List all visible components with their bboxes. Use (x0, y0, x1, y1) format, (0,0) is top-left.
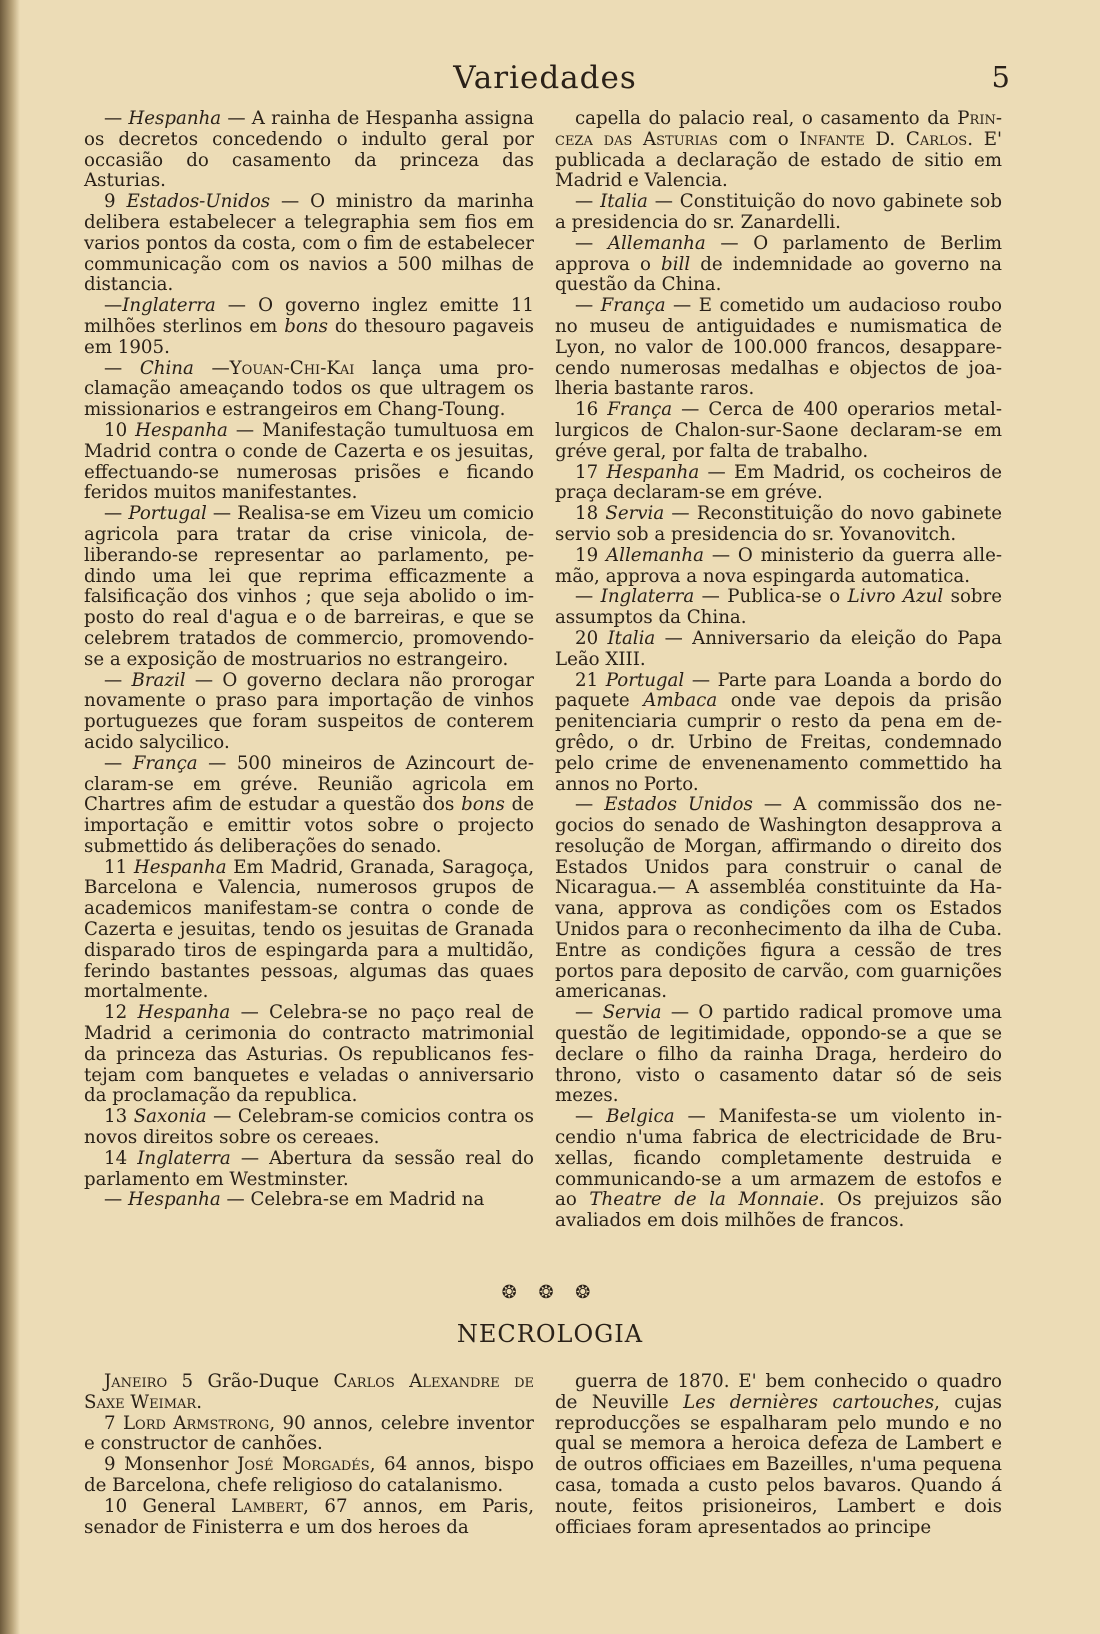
paragraph: — Italia — Constituição do novo gabinete sob a presidencia do sr. Zanardelli. (555, 191, 1002, 233)
running-title: Variedades (453, 60, 637, 96)
small-caps-name: Princeza das Asturias (555, 108, 1002, 150)
italic-term: Inglaterra (122, 295, 216, 317)
paragraph: 9 Estados-Unidos — O ministro da marinha delibera estabelecer a telegraphia sem fios em varios pontos da costa, com o fim de estabelecer communicação com os navios a 500 milhas de distancia. (84, 191, 534, 296)
paragraph: — Brazil — O governo declara não prorogar novamente o praso para importação de vinhos portuguezes que foram suspeitos de conterem acido salycilico. (84, 669, 534, 753)
paragraph: — Inglaterra — Publica-se o Livro Azul sobre assumptos da China. (555, 586, 1002, 629)
paragraph: — Allemanha — O parlamento de Berlim approva o bill de indemnidade ao governo na questão da China. (555, 232, 1002, 296)
paragraph: 12 Hespanha — Celebra-se no paço real de Madrid a cerimonia do contracto matrimonial da princeza das Asturias. Os republicanos festejam com banquetes e veladas o anniversario da proclamação da republica. (84, 1002, 534, 1107)
paragraph: — Belgica — Manifesta-se um violento incendio n'uma fabrica de electricidade de Bruxellas, ficando completamente destruida e communicando-se a um armazem de estofos e ao Theatre de la Monnaie. Os prejuizos são avaliados em dois milhões de francos. (555, 1106, 1003, 1232)
italic-term: Portugal (128, 503, 207, 525)
italic-term: Servia (605, 503, 665, 525)
italic-term: Les dernières cartouches (683, 1391, 935, 1413)
page-number: 5 (991, 60, 1010, 94)
italic-term: França (600, 295, 666, 317)
italic-term: Inglaterra (600, 586, 695, 608)
small-caps-name: Youan-Chi-Kai (229, 357, 355, 379)
italic-term: Hespanha (133, 856, 227, 878)
italic-term: Hespanha (135, 419, 228, 441)
paragraph: 10 General Lambert, 67 annos, em Paris, senador de Finisterra e um dos heroes da (84, 1495, 534, 1538)
italic-term: bill (661, 253, 691, 275)
necrologia-heading: NECROLOGIA (456, 1320, 644, 1348)
page-header (80, 58, 1010, 102)
small-caps-name: Infante D. Carlos (799, 128, 968, 150)
right-column (555, 109, 1002, 1232)
italic-term: Inglaterra (137, 1147, 231, 1169)
italic-term: Theatre de la Monnaie (589, 1189, 819, 1211)
paragraph: — Portugal — Realisa-se em Vizeu um comicio agricola para tratar da crise vinicola, deliberando-se representar ao parlamento, pedindo uma lei que reprima efficazmente a falsificação dos vinhos ; que seja abolido o imposto do real d'agua e o de barreiras, e que se celebrem tratados de commercio, promovendo-se a exposição de mostruarios no estrangeiro. (84, 503, 534, 670)
small-caps-name: José Morgadés (237, 1454, 370, 1476)
paragraph: 20 Italia — Anniversario da eleição do Papa Leão XIII. (555, 627, 1002, 670)
italic-term: Portugal (605, 669, 685, 691)
italic-term: Hespanha (128, 108, 222, 129)
paragraph: — China —Youan-Chi-Kai lança uma proclamação ameaçando todos os que ultragem os missionarios e estrangeiros em Chang-Toung. (84, 357, 534, 421)
page-binding-edge (0, 0, 20, 1634)
paragraph: 13 Saxonia — Celebram-se comicios contra os novos direitos sobre os cereaes. (84, 1106, 534, 1149)
italic-term: Allemanha (607, 232, 706, 254)
paragraph: 7 Lord Armstrong, 90 annos, celebre inventor e constructor de canhões. (84, 1412, 535, 1455)
italic-term: Italia (600, 191, 648, 213)
left-column (84, 109, 534, 1211)
italic-term: França (607, 399, 673, 421)
paragraph: guerra de 1870. E' bem conhecido o quadro de Neuville Les dernières cartouches, cujas reproducções se espalharam pelo mundo e no qual se memora a heroica defeza de Lambert e de outros officiaes em Bazeilles, n'uma pequena casa, tomada a custo pelos bavaros. Quando á noute, feitos prisioneiros, Lambert e dois officiaes foram apresentados ao principe (555, 1371, 1003, 1538)
necrologia-left-column (84, 1372, 534, 1538)
italic-term: Hespanha (137, 1002, 231, 1024)
paragraph: 11 Hespanha Em Madrid, Granada, Saragoça, Barcelona e Valencia, numerosos grupos de academicos manifestam-se contra o conde de Cazerta e jesuitas, tendo os jesuitas de Granada disparado tiros de espingarda para a multidão, ferindo bastantes pessoas, algumas das quaes mortalmente. (84, 856, 534, 1003)
paragraph: 9 Monsenhor José Morgadés, 64 annos, bispo de Barcelona, chefe religioso do catalanismo. (84, 1454, 534, 1496)
italic-term: Hespanha (127, 1189, 221, 1211)
paragraph: Janeiro 5 Grão-Duque Carlos Alexandre de Saxe Weimar. (84, 1371, 534, 1413)
small-caps-name: Carlos Alexandre de Saxe Weimar (84, 1371, 534, 1413)
italic-term: Italia (607, 627, 656, 649)
paragraph: 14 Inglaterra — Abertura da sessão real do parlamento em Westminster. (84, 1147, 534, 1190)
paragraph: — Servia — O partido radical promove uma questão de legitimidade, oppondo-se a que se declare o filho da rainha Draga, herdeiro do throno, visto o casamento datar só de seis mezes. (555, 1002, 1002, 1107)
paragraph: — Hespanha — A rainha de Hespanha assigna os decretos concedendo o indulto geral por occasião do casamento da princeza das Asturias. (84, 108, 534, 192)
italic-term: Allemanha (606, 544, 704, 566)
italic-term: Livro Azul (847, 586, 944, 608)
paragraph: 10 Hespanha — Manifestação tumultuosa em Madrid contra o conde de Cazerta e os jesuitas, effectuando-se numerosas prisões e ficando feridos muitos manifestantes. (84, 419, 534, 504)
paragraph: 19 Allemanha — O ministerio da guerra allemão, approva a nova espingarda automatica. (555, 544, 1002, 587)
italic-term: Ambaca (643, 690, 718, 712)
italic-term: Brazil (131, 669, 186, 691)
paragraph: — França — 500 mineiros de Azincourt declaram-se em gréve. Reunião agricola em Chartres afim de estudar a questão dos bons de importação e emittir votos sobre o projecto submettido ás deliberações do senado. (84, 752, 535, 857)
italic-term: bons (461, 794, 505, 816)
small-caps-name: Janeiro (104, 1371, 168, 1392)
small-caps-name: Lambert (231, 1495, 304, 1517)
paragraph: 21 Portugal — Parte para Loanda a bordo do paquete Ambaca onde vae depois da prisão penitenciaria cumprir o resto da pena em degrêdo, o dr. Urbino de Freitas, condemnado pelo crime de envenenamento commettido ha annos no Porto. (555, 669, 1002, 795)
paragraph: 18 Servia — Reconstituição do novo gabinete servio sob a presidencia do sr. Yovanovitch. (555, 503, 1002, 545)
paragraph: — Estados Unidos — A commissão dos negocios do senado de Washington desapprova a resolução de Morgan, affirmando o direito dos Estados Unidos para construir o canal de Nicaragua.— A assembléa constituinte da Havana, approva as condições com os Estados Unidos para o reconhecimento da ilha de Cuba. Entre as condições figura a cessão de tres portos para deposito de carvão, com guarnições americanas. (555, 794, 1002, 1003)
italic-term: Hespanha (606, 461, 700, 483)
italic-term: Belgica (606, 1106, 675, 1128)
necrologia-right-column (555, 1372, 1002, 1538)
paragraph: 17 Hespanha — Em Madrid, os cocheiros de praça declaram-se em gréve. (555, 461, 1002, 504)
paragraph: capella do palacio real, o casamento da Princeza das Asturias com o Infante D. Carlos. E' publicada a declaração de estado de sitio em Madrid e Valencia. (555, 108, 1002, 192)
paragraph: 16 França — Cerca de 400 operarios metallurgicos de Chalon-sur-Saone declaram-se em gréve geral, por falta de trabalho. (555, 399, 1002, 462)
italic-term: bons (284, 315, 328, 337)
paragraph: — França — E cometido um audacioso roubo no museu de antiguidades e numismatica de Lyon, no valor de 100.000 francos, desapparecendo numerosas medalhas e objectos de joalheria bastante raros. (555, 295, 1002, 400)
italic-term: Estados Unidos (604, 794, 753, 816)
section-ornament: ❂ ❂ ❂ (501, 1282, 599, 1303)
paragraph: —Inglaterra — O governo inglez emitte 11 milhões sterlinos em bons do thesouro pagaveis em 1905. (84, 295, 534, 358)
italic-term: Saxonia (133, 1106, 207, 1128)
italic-term: França (132, 752, 198, 774)
small-caps-name: Lord Armstrong (122, 1412, 270, 1434)
italic-term: Servia (602, 1002, 662, 1024)
italic-term: Estados-Unidos (126, 191, 271, 213)
italic-term: China (139, 357, 194, 379)
paragraph: — Hespanha — Celebra-se em Madrid na (104, 1189, 485, 1211)
